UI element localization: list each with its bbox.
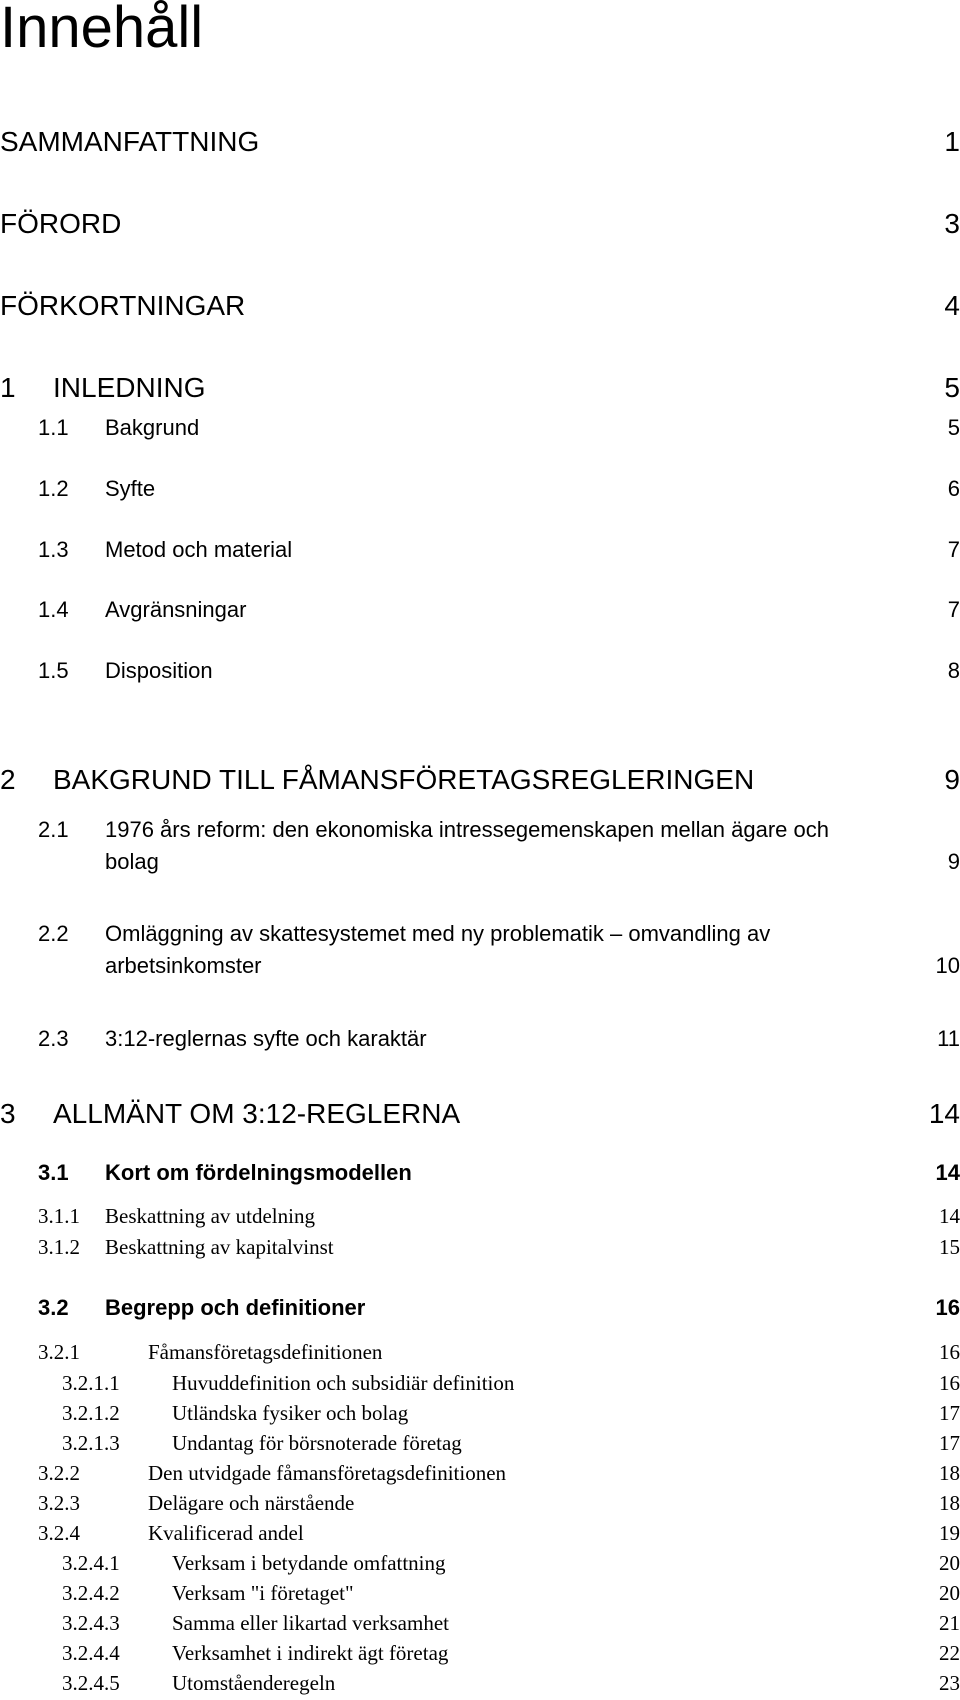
toc-subsection-3-2-4[interactable] <box>0 1519 960 1547</box>
page-title: Innehåll <box>0 0 204 60</box>
toc-section-1-1[interactable] <box>0 412 960 444</box>
toc-subsubsection-3-2-1-2[interactable] <box>0 1399 960 1427</box>
toc-entry-text: Bakgrund <box>105 415 200 440</box>
toc-entry-page: 5 <box>947 415 960 440</box>
toc-entry-page: 7 <box>947 537 960 562</box>
toc-entry-text: Utomståenderegeln <box>172 1671 336 1695</box>
toc-subsection-3-2-1[interactable] <box>0 1338 960 1366</box>
toc-subsubsection-3-2-4-2[interactable] <box>0 1579 960 1607</box>
toc-entry-number: 1.3 <box>38 537 69 562</box>
toc-entry-page: 22 <box>939 1641 960 1665</box>
toc-entry-text: Metod och material <box>105 537 293 562</box>
toc-section-2-1[interactable] <box>0 814 960 878</box>
toc-entry-page: 1 <box>944 126 960 157</box>
toc-entry-page: 16 <box>935 1295 960 1320</box>
toc-entry-text: Syfte <box>105 476 156 501</box>
toc-entry-text: Huvuddefinition och subsidiär definition <box>172 1371 515 1395</box>
toc-entry-number: 1.5 <box>38 658 69 683</box>
toc-chapter-2[interactable] <box>0 762 960 798</box>
toc-subsection-3-1-2[interactable] <box>0 1233 960 1261</box>
toc-entry-number: 3.2.4.2 <box>62 1581 120 1605</box>
toc-entry-number: 2.1 <box>38 817 69 842</box>
toc-entry-number: 3.2.4.5 <box>62 1671 120 1695</box>
toc-section-3-1[interactable] <box>0 1157 960 1189</box>
toc-entry-text: Verksam i betydande omfattning <box>172 1551 446 1575</box>
toc-entry-text: INLEDNING <box>53 372 206 403</box>
toc-subsubsection-3-2-4-5[interactable] <box>0 1669 960 1697</box>
toc-entry-number: 3.2.3 <box>38 1491 80 1515</box>
toc-entry-page: 23 <box>939 1671 960 1695</box>
toc-entry-number: 2.2 <box>38 921 69 946</box>
toc-entry-text: Beskattning av utdelning <box>105 1204 315 1228</box>
toc-entry-page: 8 <box>947 658 960 683</box>
toc-entry-text: Verksamhet i indirekt ägt företag <box>172 1641 449 1665</box>
toc-entry-text: Avgränsningar <box>105 597 247 622</box>
toc-entry-number: 1.2 <box>38 476 69 501</box>
toc-entry-number: 3.2.1.3 <box>62 1431 120 1455</box>
toc-entry-forord[interactable] <box>0 206 960 242</box>
toc-entry-number: 3.2.1 <box>38 1340 80 1364</box>
toc-entry-text: FÖRKORTNINGAR <box>0 290 246 321</box>
toc-subsection-3-1-1[interactable] <box>0 1202 960 1230</box>
toc-entry-number: 1.1 <box>38 415 69 440</box>
toc-entry-page: 17 <box>939 1401 960 1425</box>
toc-section-3-2[interactable] <box>0 1292 960 1324</box>
toc-entry-text: Disposition <box>105 658 213 683</box>
toc-entry-number: 2.3 <box>38 1026 69 1051</box>
toc-entry-text: SAMMANFATTNING <box>0 126 260 157</box>
toc-entry-text: Kvalificerad andel <box>148 1521 304 1545</box>
toc-entry-number: 3.2.4.3 <box>62 1611 120 1635</box>
toc-subsubsection-3-2-1-1[interactable] <box>0 1369 960 1397</box>
toc-entry-number: 3.2.1.1 <box>62 1371 120 1395</box>
toc-entry-number: 3 <box>0 1098 16 1129</box>
toc-entry-text: Fåmansföretagsdefinitionen <box>148 1340 383 1364</box>
toc-subsubsection-3-2-4-3[interactable] <box>0 1609 960 1637</box>
toc-subsection-3-2-2[interactable] <box>0 1459 960 1487</box>
toc-entry-sammanfattning[interactable] <box>0 124 960 160</box>
toc-entry-text: BAKGRUND TILL FÅMANSFÖRETAGSREGLERINGEN <box>53 764 755 795</box>
toc-entry-page: 7 <box>947 597 960 622</box>
toc-entry-page: 15 <box>939 1235 960 1259</box>
toc-section-1-3[interactable] <box>0 534 960 566</box>
toc-entry-page: 14 <box>935 1160 960 1185</box>
toc-entry-page: 10 <box>935 953 960 978</box>
toc-entry-number: 2 <box>0 764 16 795</box>
toc-entry-number: 3.2.4.1 <box>62 1551 120 1575</box>
toc-entry-page: 9 <box>944 764 960 795</box>
toc-entry-page: 18 <box>939 1491 960 1515</box>
toc-entry-page: 9 <box>947 849 960 874</box>
toc-entry-page: 18 <box>939 1461 960 1485</box>
toc-entry-text: Delägare och närstående <box>148 1491 355 1515</box>
toc-entry-page: 20 <box>939 1551 960 1575</box>
toc-entry-text: 1976 års reform: den ekonomiska intressegemenskapen mellan ägare och bolag <box>105 817 829 874</box>
toc-entry-page: 14 <box>939 1204 960 1228</box>
toc-entry-page: 6 <box>947 476 960 501</box>
toc-entry-text: Kort om fördelningsmodellen <box>105 1160 412 1185</box>
toc-section-2-3[interactable] <box>0 1023 960 1055</box>
toc-section-1-4[interactable] <box>0 594 960 626</box>
toc-entry-number: 3.1.1 <box>38 1204 80 1228</box>
toc-entry-text: FÖRORD <box>0 208 122 239</box>
toc-subsubsection-3-2-4-1[interactable] <box>0 1549 960 1577</box>
toc-entry-text: ALLMÄNT OM 3:12-REGLERNA <box>53 1098 461 1129</box>
toc-entry-page: 16 <box>939 1371 960 1395</box>
toc-subsubsection-3-2-1-3[interactable] <box>0 1429 960 1457</box>
toc-chapter-3[interactable] <box>0 1096 960 1132</box>
toc-entry-text: Verksam "i företaget" <box>172 1581 354 1605</box>
toc-entry-text: 3:12-reglernas syfte och karaktär <box>105 1026 427 1051</box>
toc-entry-number: 3.2.4 <box>38 1521 80 1545</box>
toc-entry-page: 3 <box>944 208 960 239</box>
toc-entry-text: Samma eller likartad verksamhet <box>172 1611 449 1635</box>
toc-entry-page: 14 <box>928 1098 960 1129</box>
toc-section-2-2[interactable] <box>0 918 960 982</box>
toc-entry-page: 19 <box>939 1521 960 1545</box>
toc-subsubsection-3-2-4-4[interactable] <box>0 1639 960 1667</box>
toc-entry-text: Beskattning av kapitalvinst <box>105 1235 334 1259</box>
toc-entry-number: 3.2.1.2 <box>62 1401 120 1425</box>
toc-section-1-2[interactable] <box>0 473 960 505</box>
toc-subsection-3-2-3[interactable] <box>0 1489 960 1517</box>
toc-chapter-1[interactable] <box>0 370 960 406</box>
toc-entry-number: 3.2.4.4 <box>62 1641 120 1665</box>
toc-entry-text: Den utvidgade fåmansföretagsdefinitionen <box>148 1461 507 1485</box>
toc-entry-number: 3.2.2 <box>38 1461 80 1485</box>
toc-entry-text: Undantag för börsnoterade företag <box>172 1431 462 1455</box>
toc-entry-page: 17 <box>939 1431 960 1455</box>
toc-entry-number: 3.1 <box>38 1160 69 1185</box>
toc-entry-forkortningar[interactable] <box>0 288 960 324</box>
toc-entry-text: Begrepp och definitioner <box>105 1295 366 1320</box>
toc-section-1-5[interactable] <box>0 655 960 687</box>
toc-entry-number: 3.2 <box>38 1295 69 1320</box>
toc-entry-page: 21 <box>939 1611 960 1635</box>
toc-entry-page: 16 <box>939 1340 960 1364</box>
toc-entry-page: 5 <box>944 372 960 403</box>
toc-entry-text: Utländska fysiker och bolag <box>172 1401 409 1425</box>
toc-entry-page: 11 <box>937 1026 960 1051</box>
toc-entry-number: 3.1.2 <box>38 1235 80 1259</box>
toc-entry-page: 20 <box>939 1581 960 1605</box>
toc-entry-text: Omläggning av skattesystemet med ny problematik – omvandling av arbetsinkomster <box>105 921 771 978</box>
toc-entry-page: 4 <box>944 290 960 321</box>
toc-entry-number: 1.4 <box>38 597 69 622</box>
toc-entry-number: 1 <box>0 372 16 403</box>
